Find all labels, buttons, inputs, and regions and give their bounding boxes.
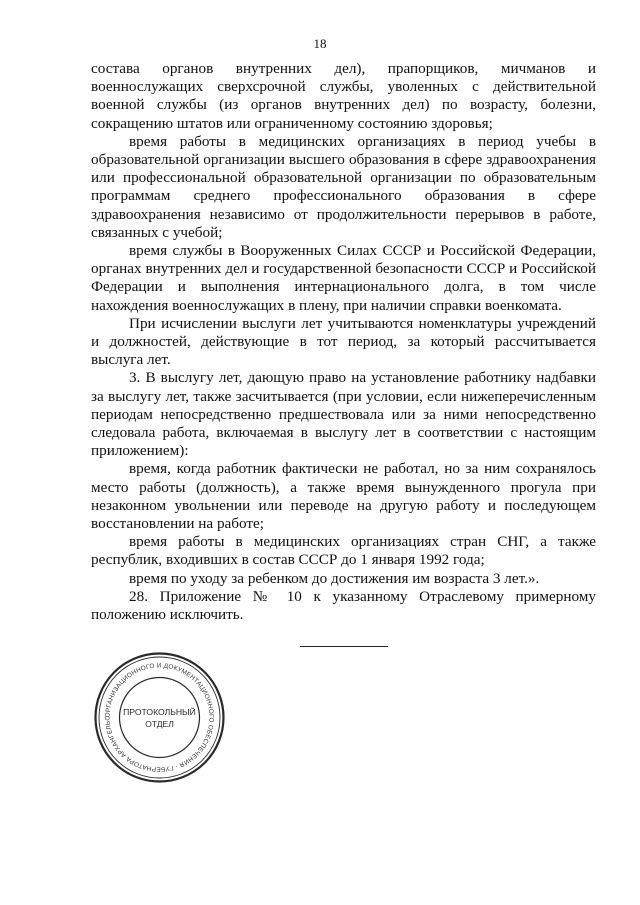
end-separator-line <box>300 646 388 647</box>
paragraph-3: время службы в Вооруженных Силах СССР и Российской Федерации, органах внутренних дел и государственной безопасности СССР и Российской Федерации и выполнения интернационального долга, в том числе нахождения военнослужащих в плену, при наличии справки военкомата. <box>91 242 596 314</box>
seal-outer-ring-inner <box>99 657 220 778</box>
seal-center-line-2: ОТДЕЛ <box>145 719 174 729</box>
paragraph-9: 28. Приложение № 10 к указанному Отраслевому примерному положению исключить. <box>91 587 596 624</box>
page-number: 18 <box>313 36 327 51</box>
seal-outer-ring <box>96 654 224 782</box>
paragraph-6: время, когда работник фактически не работал, но за ним сохранялось место работы (должность), а также время вынужденного прогула при незаконном увольнении или переводе на другую работу и последующем восстановлении на работе; <box>91 460 596 533</box>
seal-inner-ring <box>120 678 200 758</box>
paragraph-1: состава органов внутренних дел), прапорщиков, мичманов и военнослужащих сверхсрочной службы, уволенных с действительной военной службы (из органов внутренних дел) по возрасту, болезни, сокращению штатов или ограниченному состоянию здоровья; <box>91 60 596 132</box>
official-seal-stamp <box>93 651 226 784</box>
paragraph-5: 3. В выслугу лет, дающую право на установление работнику надбавки за выслугу лет, также засчитывается (при условии, если нижеперечисленным периодам непосредственно предшествовала или за ними непосредственно следовала работа, включаемая в выслугу лет в соответствии с настоящим приложением): <box>91 369 596 460</box>
paragraph-2: время работы в медицинских организациях в период учебы в образовательной организации высшего образования в сфере здравоохранения или профессиональной образовательной организации по образовательным программам среднего профессионального образования в сфере здравоохранения независимо от продолжительности перерывов в работе, связанных с учебой; <box>91 132 596 241</box>
seal-graphic <box>93 651 226 784</box>
seal-center-line-1: ПРОТОКОЛЬНЫЙ <box>123 707 196 717</box>
paragraph-7: время работы в медицинских организациях стран СНГ, а также республик, входивших в состав СССР до 1 января 1992 года; <box>91 533 596 569</box>
seal-ring-text: ОРГАНИЗАЦИОННОГО И ДОКУМЕНТАЦИОННОГО ОБЕСПЕЧЕНИЯ · ГУБЕРНАТОРА АРХАНГЕЛЬС <box>104 662 215 773</box>
paragraph-4: При исчислении выслуги лет учитываются номенклатуры учреждений и должностей, действующие в тот период, за который рассчитывается выслуга лет. <box>91 314 596 369</box>
document-body <box>91 60 596 624</box>
paragraph-8: время по уходу за ребенком до достижения им возраста 3 лет.». <box>129 569 540 587</box>
